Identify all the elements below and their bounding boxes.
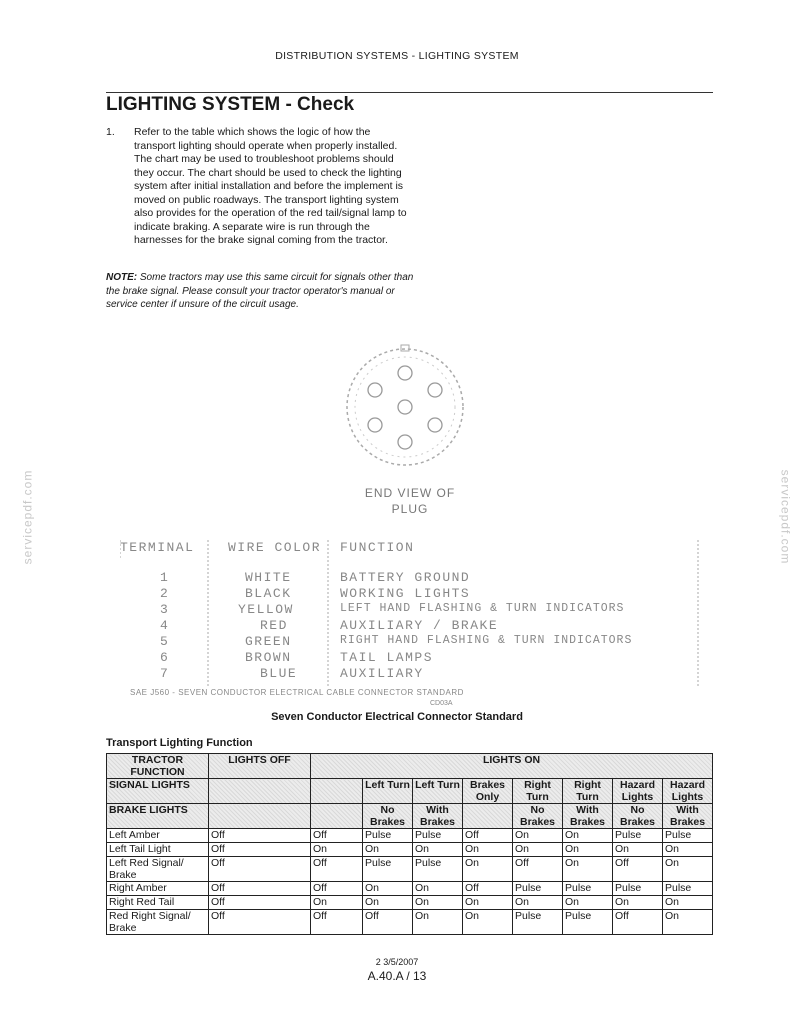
table-cell: With Brakes [413,804,463,829]
end-view-label [340,485,480,517]
table-cell: No Brakes [513,804,563,829]
page-number: A.40.A / 13 [367,969,427,983]
lights-on-header: LIGHTS ON [311,754,713,779]
table-cell: Off [209,829,311,843]
table-cell: On [513,843,563,857]
pin-wire-color: BROWN [245,650,292,665]
table-cell: Off [209,910,311,935]
table-cell: Pulse [513,882,563,896]
row-label: Red Right Signal/ Brake [107,910,209,935]
table-cell: Pulse [413,829,463,843]
pin-function: LEFT HAND FLASHING & TURN INDICATORS [340,602,625,615]
table-cell: Off [311,857,363,882]
table-cell: On [663,857,713,882]
signal-lights-label: SIGNAL LIGHTS [107,779,209,804]
pin-bottom [398,435,412,449]
table-cell: Off [613,910,663,935]
pin-lower-left [368,418,382,432]
row-label: Right Red Tail [107,896,209,910]
table-cell: With Brakes [663,804,713,829]
tractor-function-header: TRACTOR FUNCTION [107,754,209,779]
step-number: 1. [106,126,115,138]
table-row [107,829,713,843]
table-cell: Off [209,843,311,857]
table-cell: Brakes Only [463,779,513,804]
pin-terminal: 3 [160,602,170,617]
pin-top [398,366,412,380]
footer-date: 2 3/5/2007 [375,957,419,967]
watermark-left: servicepdf.com [20,469,35,565]
pin-function: RIGHT HAND FLASHING & TURN INDICATORS [340,634,633,647]
header-rule [106,92,713,93]
table-cell: On [363,882,413,896]
table-row [107,910,713,935]
pin-table-header-terminal: TERMINAL [120,540,195,555]
table-cell: On [563,843,613,857]
pin-terminal: 7 [160,666,170,681]
table-cell: Off [311,910,363,935]
pin-wire-color: RED [260,618,288,633]
table-cell: Off [463,882,513,896]
table-cell: No Brakes [613,804,663,829]
table-cell: Off [209,896,311,910]
pin-function: WORKING LIGHTS [340,586,471,601]
table-cell: On [463,910,513,935]
pin-wire-color: WHITE [245,570,292,585]
table-cell: On [413,843,463,857]
table-cell: Hazard Lights [663,779,713,804]
table-cell: On [413,882,463,896]
table-cell: Pulse [663,882,713,896]
pin-upper-left [368,383,382,397]
table-cell: Off [363,910,413,935]
table-cell: On [513,829,563,843]
figure-code: CD03A [430,700,453,707]
table-cell: Pulse [613,829,663,843]
table-cell: Pulse [513,910,563,935]
watermark-right: servicepdf.com [778,469,793,565]
pin-lower-right [428,418,442,432]
table-cell: On [563,857,613,882]
table-cell: Off [209,882,311,896]
note [106,271,416,312]
row-label: Left Amber [107,829,209,843]
pin-wire-color: BLUE [260,666,298,681]
table-cell: Pulse [613,882,663,896]
table-cell: Off [613,857,663,882]
running-header: DISTRIBUTION SYSTEMS - LIGHTING SYSTEM [275,50,519,62]
table-cell: Pulse [363,857,413,882]
pin-terminal: 5 [160,634,170,649]
table-cell: Off [209,857,311,882]
connector-inner-ring [355,357,455,457]
table-cell: Pulse [363,829,413,843]
table-cell: On [613,896,663,910]
table-cell: With Brakes [563,804,613,829]
table-cell: Pulse [563,910,613,935]
pin-table-header-function: FUNCTION [340,540,415,555]
pin-terminal: 2 [160,586,170,601]
pin-function: AUXILIARY [340,666,424,681]
row-label: Left Tail Light [107,843,209,857]
table-cell: On [663,896,713,910]
table-cell: Pulse [413,857,463,882]
pin-function: BATTERY GROUND [340,570,471,585]
table-row [107,857,713,882]
pin-function-table [120,540,700,690]
table-cell: Off [513,857,563,882]
lights-off-header: LIGHTS OFF [209,754,311,779]
pin-table-header-wire-color: WIRE COLOR [228,540,322,555]
table-row [107,896,713,910]
table-cell: Pulse [563,882,613,896]
page-title: LIGHTING SYSTEM - Check [106,94,355,115]
note-text: Some tractors may use this same circuit for signals other than the brake signal. Please consult your tractor operator's manual or service center if unsure of the circuit usage. [106,272,414,310]
end-view-line2: PLUG [391,502,429,516]
brake-lights-label: BRAKE LIGHTS [107,804,209,829]
table-cell: On [311,843,363,857]
connector-key [401,345,409,351]
table-cell: On [663,843,713,857]
table-cell: On [463,896,513,910]
table-cell: Left Turn [413,779,463,804]
end-view-line1: END VIEW OF [364,486,456,500]
pin-terminal: 1 [160,570,170,585]
transport-lighting-table [106,753,713,935]
note-label: NOTE: [106,272,138,283]
pin-terminal: 6 [160,650,170,665]
figure-inner-caption: SAE J560 - SEVEN CONDUCTOR ELECTRICAL CABLE CONNECTOR STANDARD [130,688,464,697]
table-cell: Pulse [663,829,713,843]
table-cell: Left Turn [363,779,413,804]
table-row [107,882,713,896]
table-cell: On [563,896,613,910]
table-header-row [107,754,713,779]
lighting-table-caption: Transport Lighting Function [106,737,253,749]
table-cell [463,804,513,829]
table-cell [311,779,363,804]
table-cell [209,779,311,804]
pin-function: AUXILIARY / BRAKE [340,618,499,633]
table-cell: On [563,829,613,843]
pin-function: TAIL LAMPS [340,650,434,665]
row-label: Left Red Signal/ Brake [107,857,209,882]
table-cell: On [463,857,513,882]
figure-caption: Seven Conductor Electrical Connector Standard [271,711,523,723]
table-cell: On [363,896,413,910]
table-row [107,843,713,857]
pin-upper-right [428,383,442,397]
pin-wire-color: GREEN [245,634,292,649]
table-cell [311,804,363,829]
step-text: Refer to the table which shows the logic of how the transport lighting should operate when properly installed. The chart may be used to troubleshoot problems should they occur. The chart should be used to check the lighting system after initial installation and before the implement is moved on public roadways. The transport lighting system also provides for the operation of the red tail/signal lamp to indicate braking. A separate wire is run through the harnesses for the brake signal coming from the tractor. [134,126,407,246]
table-cell: Off [311,882,363,896]
table-cell: On [463,843,513,857]
table-cell: On [413,896,463,910]
table-cell [209,804,311,829]
table-cell: On [663,910,713,935]
row-label: Right Amber [107,882,209,896]
pin-wire-color: BLACK [245,586,292,601]
signal-lights-row [107,779,713,804]
brake-lights-row [107,804,713,829]
table-cell: On [413,910,463,935]
table-cell: Right Turn [563,779,613,804]
pin-terminal: 4 [160,618,170,633]
connector-plug-diagram [330,335,480,485]
table-cell: Off [463,829,513,843]
table-cell: On [513,896,563,910]
table-cell: On [363,843,413,857]
table-cell: Right Turn [513,779,563,804]
pin-wire-color: YELLOW [238,602,294,617]
table-cell: Hazard Lights [613,779,663,804]
table-cell: On [613,843,663,857]
table-cell: On [311,896,363,910]
table-cell: No Brakes [363,804,413,829]
table-cell: Off [311,829,363,843]
pin-center [398,400,412,414]
